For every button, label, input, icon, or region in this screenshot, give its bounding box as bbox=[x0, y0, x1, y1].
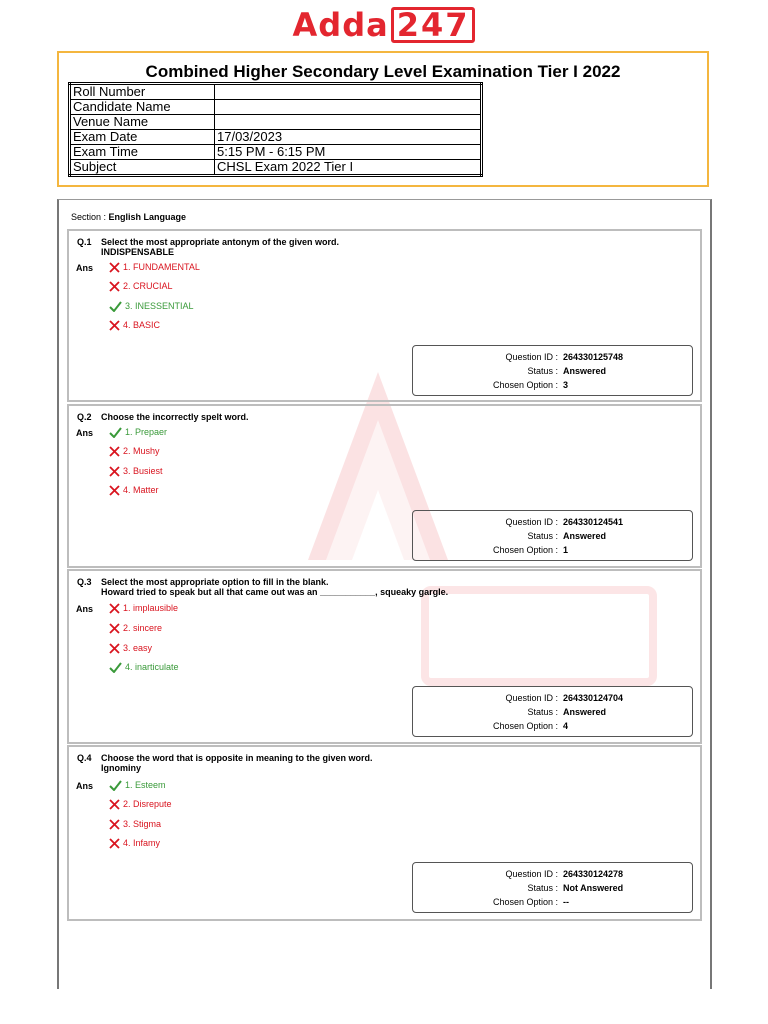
cross-icon bbox=[109, 262, 120, 273]
status-value: Not Answered bbox=[563, 883, 624, 893]
option-item bbox=[109, 799, 172, 810]
option-item bbox=[109, 301, 194, 312]
question-line: Ignominy bbox=[101, 763, 141, 773]
question-status-box bbox=[412, 345, 693, 396]
chosen-option-label: Chosen Option : bbox=[492, 897, 558, 907]
checkmark-icon bbox=[109, 662, 122, 673]
question-block bbox=[67, 569, 702, 744]
chosen-option-label: Chosen Option : bbox=[492, 380, 558, 390]
option-text: 3. Busiest bbox=[123, 466, 163, 476]
checkmark-icon bbox=[109, 780, 122, 791]
cross-icon bbox=[109, 623, 120, 634]
info-key: Roll Number bbox=[70, 84, 215, 100]
brand-name: Adda bbox=[292, 6, 389, 44]
cross-icon bbox=[109, 799, 120, 810]
status-label: Status : bbox=[527, 531, 558, 541]
option-text: 1. FUNDAMENTAL bbox=[123, 262, 200, 272]
info-key: Candidate Name bbox=[70, 100, 215, 115]
option-text: 2. sincere bbox=[123, 623, 163, 633]
option-text: 2. CRUCIAL bbox=[123, 281, 173, 291]
brand-logo bbox=[0, 6, 768, 44]
cross-icon bbox=[109, 281, 120, 292]
option-text: 4. Matter bbox=[123, 485, 159, 495]
question-status-box bbox=[412, 862, 693, 913]
question-line: Select the most appropriate option to fill in the blank. bbox=[101, 577, 329, 587]
question-line: Select the most appropriate antonym of the given word. bbox=[101, 237, 340, 247]
chosen-option-label: Chosen Option : bbox=[492, 721, 558, 731]
question-header bbox=[77, 577, 448, 597]
question-number: Q.3 bbox=[77, 577, 92, 587]
option-text: 4. BASIC bbox=[123, 320, 161, 330]
option-item bbox=[109, 320, 160, 331]
question-number: Q.2 bbox=[77, 412, 92, 422]
chosen-option-label: Chosen Option : bbox=[492, 545, 558, 555]
option-text: 1. Esteem bbox=[125, 780, 166, 790]
chosen-option-value: -- bbox=[563, 897, 569, 907]
option-item bbox=[109, 819, 161, 830]
option-item bbox=[109, 427, 167, 438]
option-text: 3. easy bbox=[123, 643, 153, 653]
info-key: Subject bbox=[70, 160, 215, 176]
ans-label: Ans bbox=[76, 604, 94, 614]
question-text bbox=[101, 412, 249, 422]
info-row bbox=[70, 84, 482, 100]
status-label: Status : bbox=[527, 883, 558, 893]
exam-title: Combined Higher Secondary Level Examination Tier I 2022 bbox=[145, 62, 621, 81]
section-prefix: Section : bbox=[71, 212, 109, 222]
question-id-value: 264330124278 bbox=[563, 869, 624, 879]
question-header bbox=[77, 412, 249, 422]
question-text bbox=[101, 237, 339, 257]
info-value bbox=[215, 100, 482, 115]
info-row bbox=[70, 145, 482, 160]
cross-icon bbox=[109, 819, 120, 830]
option-item bbox=[109, 662, 179, 673]
info-row bbox=[70, 100, 482, 115]
option-text: 3. INESSENTIAL bbox=[125, 301, 194, 311]
info-key: Exam Date bbox=[70, 130, 215, 145]
ans-label: Ans bbox=[76, 781, 94, 791]
info-key: Exam Time bbox=[70, 145, 215, 160]
status-value: Answered bbox=[563, 707, 607, 717]
brand-number: 247 bbox=[391, 7, 476, 43]
chosen-option-value: 1 bbox=[563, 545, 569, 555]
section-name: English Language bbox=[108, 212, 187, 222]
question-id-label: Question ID : bbox=[505, 869, 558, 879]
question-text bbox=[101, 753, 373, 773]
candidate-info-table bbox=[68, 82, 483, 177]
option-text: 2. Mushy bbox=[123, 446, 160, 456]
info-value bbox=[215, 84, 482, 100]
question-block bbox=[67, 404, 702, 568]
cross-icon bbox=[109, 466, 120, 477]
question-id-label: Question ID : bbox=[505, 517, 558, 527]
status-label: Status : bbox=[527, 707, 558, 717]
option-text: 3. Stigma bbox=[123, 819, 162, 829]
question-number: Q.1 bbox=[77, 237, 92, 247]
option-item bbox=[109, 466, 163, 477]
question-status-box bbox=[412, 686, 693, 737]
exam-header-box bbox=[57, 51, 709, 187]
chosen-option-value: 3 bbox=[563, 380, 569, 390]
question-header bbox=[77, 753, 373, 773]
checkmark-icon bbox=[109, 427, 122, 438]
status-value: Answered bbox=[563, 531, 607, 541]
option-item bbox=[109, 262, 200, 273]
option-text: 1. implausible bbox=[123, 603, 179, 613]
info-value: 17/03/2023 bbox=[215, 130, 482, 145]
question-status-box bbox=[412, 510, 693, 561]
option-text: 4. Infamy bbox=[123, 838, 161, 848]
question-text bbox=[101, 577, 448, 597]
question-id-label: Question ID : bbox=[505, 693, 558, 703]
question-id-value: 264330124704 bbox=[563, 693, 624, 703]
cross-icon bbox=[109, 320, 120, 331]
section-label bbox=[71, 212, 186, 222]
status-value: Answered bbox=[563, 366, 607, 376]
cross-icon bbox=[109, 446, 120, 457]
option-item bbox=[109, 603, 178, 614]
option-item bbox=[109, 485, 159, 496]
question-id-value: 264330125748 bbox=[563, 352, 624, 362]
question-block bbox=[67, 745, 702, 921]
ans-label: Ans bbox=[76, 428, 94, 438]
option-text: 1. Prepaer bbox=[125, 427, 168, 437]
option-text: 2. Disrepute bbox=[123, 799, 172, 809]
info-row bbox=[70, 130, 482, 145]
info-key: Venue Name bbox=[70, 115, 215, 130]
cross-icon bbox=[109, 603, 120, 614]
option-item bbox=[109, 446, 160, 457]
info-value bbox=[215, 115, 482, 130]
cross-icon bbox=[109, 485, 120, 496]
option-item bbox=[109, 780, 166, 791]
info-row bbox=[70, 115, 482, 130]
question-id-value: 264330124541 bbox=[563, 517, 624, 527]
option-item bbox=[109, 281, 173, 292]
info-value: 5:15 PM - 6:15 PM bbox=[215, 145, 482, 160]
option-text: 4. inarticulate bbox=[125, 662, 179, 672]
question-line: Howard tried to speak but all that came out was an ___________, squeaky gargle. bbox=[101, 587, 449, 597]
question-line: INDISPENSABLE bbox=[101, 247, 175, 257]
cross-icon bbox=[109, 838, 120, 849]
option-item bbox=[109, 643, 152, 654]
cross-icon bbox=[109, 643, 120, 654]
status-label: Status : bbox=[527, 366, 558, 376]
question-number: Q.4 bbox=[77, 753, 92, 763]
question-line: Choose the incorrectly spelt word. bbox=[101, 412, 249, 422]
checkmark-icon bbox=[109, 301, 122, 312]
question-header bbox=[77, 237, 339, 257]
info-row bbox=[70, 160, 482, 176]
question-id-label: Question ID : bbox=[505, 352, 558, 362]
ans-label: Ans bbox=[76, 263, 94, 273]
question-line: Choose the word that is opposite in meaning to the given word. bbox=[101, 753, 373, 763]
info-value: CHSL Exam 2022 Tier I bbox=[215, 160, 482, 176]
option-item bbox=[109, 623, 162, 634]
question-block bbox=[67, 229, 702, 402]
chosen-option-value: 4 bbox=[563, 721, 569, 731]
option-item bbox=[109, 838, 160, 849]
